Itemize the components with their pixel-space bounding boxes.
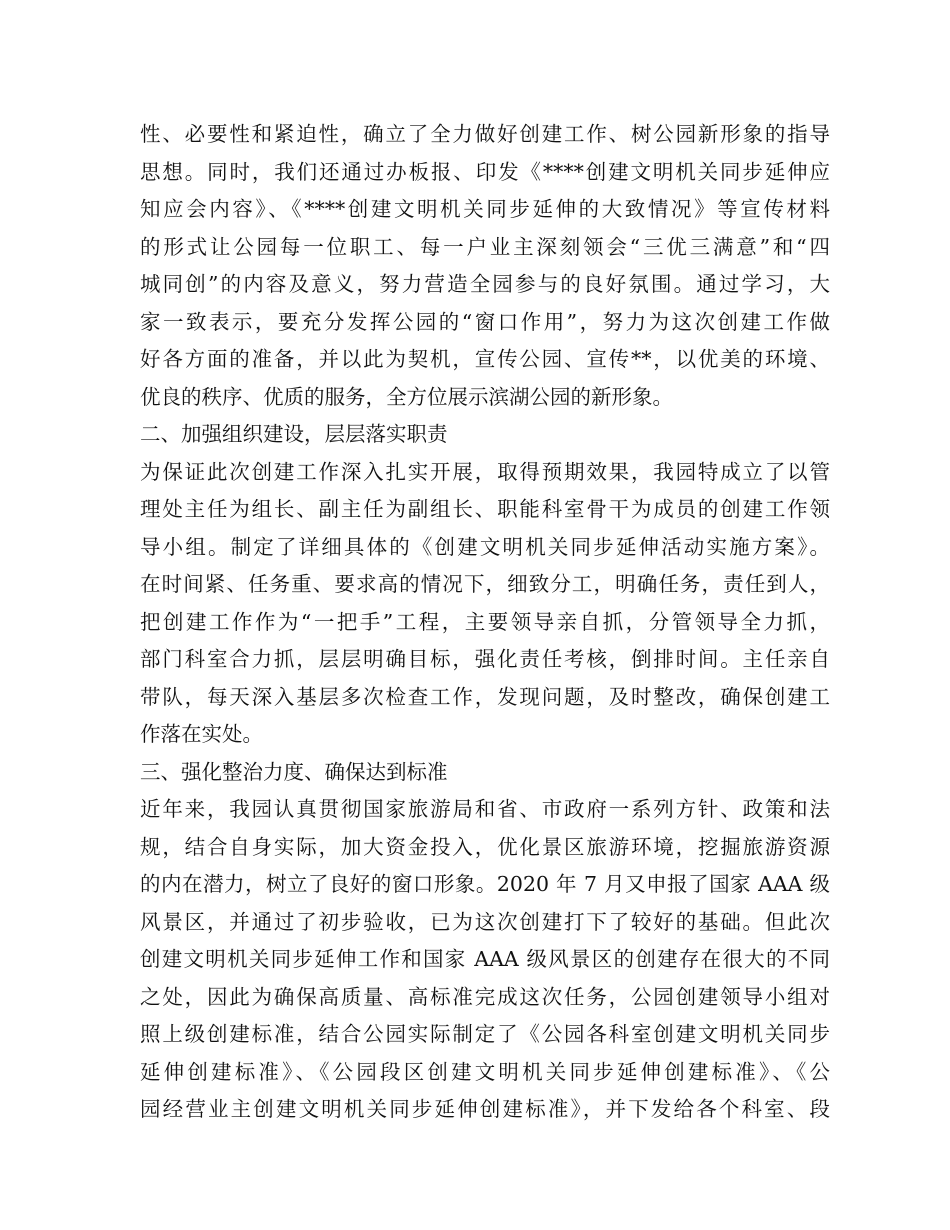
text-line: 的内在潜力，树立了良好的窗口形象。2020 年 7 月又申报了国家 AAA 级	[140, 872, 830, 896]
text-line: 风景区，并通过了初步验收，已为这次创建打下了较好的基础。但此次	[140, 909, 830, 934]
text-line: 在时间紧、任务重、要求高的情况下，细致分工，明确任务，责任到人，	[140, 572, 830, 596]
text-line: 性、必要性和紧迫性，确立了全力做好创建工作、树公园新形象的指导	[140, 122, 830, 146]
text-line: 家一致表示，要充分发挥公园的“窗口作用”，努力为这次创建工作做	[140, 309, 830, 334]
text-line: 规，结合自身实际，加大资金投入，优化景区旅游环境，挖掘旅游资源	[140, 834, 830, 859]
text-line: 导小组。制定了详细具体的《创建文明机关同步延伸活动实施方案》。	[140, 534, 830, 559]
text-line: 部门科室合力抓，层层明确目标，强化责任考核，倒排时间。主任亲自	[140, 647, 830, 671]
text-line: 近年来，我园认真贯彻国家旅游局和省、市政府一系列方针、政策和法	[140, 797, 830, 821]
text-line: 思想。同时，我们还通过办板报、印发《****创建文明机关同步延伸应	[140, 159, 830, 184]
text-line: 好各方面的准备，并以此为契机，宣传公园、宣传**，以优美的环境、	[140, 347, 830, 371]
text-line: 作落在实处。	[140, 722, 263, 746]
section-heading: 三、强化整治力度、确保达到标准	[140, 759, 448, 784]
text-line: 优良的秩序、优质的服务，全方位展示滨湖公园的新形象。	[140, 384, 673, 409]
text-line: 园经营业主创建文明机关同步延伸创建标准》，并下发给各个科室、段	[140, 1097, 830, 1121]
text-line: 知应会内容》、《****创建文明机关同步延伸的大致情况》等宣传材料	[140, 197, 830, 221]
text-line: 为保证此次创建工作深入扎实开展，取得预期效果，我园特成立了以管	[140, 459, 830, 484]
text-line: 理处主任为组长、副主任为副组长、职能科室骨干为成员的创建工作领	[140, 497, 830, 521]
text-line: 带队，每天深入基层多次检查工作，发现问题，及时整改，确保创建工	[140, 684, 830, 709]
text-line: 创建文明机关同步延伸工作和国家 AAA 级风景区的创建存在很大的不同	[140, 947, 830, 971]
text-line: 延伸创建标准》、《公园段区创建文明机关同步延伸创建标准》、《公	[140, 1059, 830, 1084]
text-line: 城同创”的内容及意义，努力营造全园参与的良好氛围。通过学习，大	[140, 272, 830, 296]
document-body	[140, 116, 830, 1129]
text-line: 照上级创建标准，结合公园实际制定了《公园各科室创建文明机关同步	[140, 1022, 830, 1046]
section-heading: 二、加强组织建设，层层落实职责	[140, 422, 448, 446]
text-line: 之处，因此为确保高质量、高标准完成这次任务，公园创建领导小组对	[140, 984, 830, 1009]
text-line: 的形式让公园每一位职工、每一户业主深刻领会“三优三满意”和“四	[140, 234, 830, 259]
text-line: 把创建工作作为“一把手”工程，主要领导亲自抓，分管领导全力抓，	[140, 609, 830, 634]
